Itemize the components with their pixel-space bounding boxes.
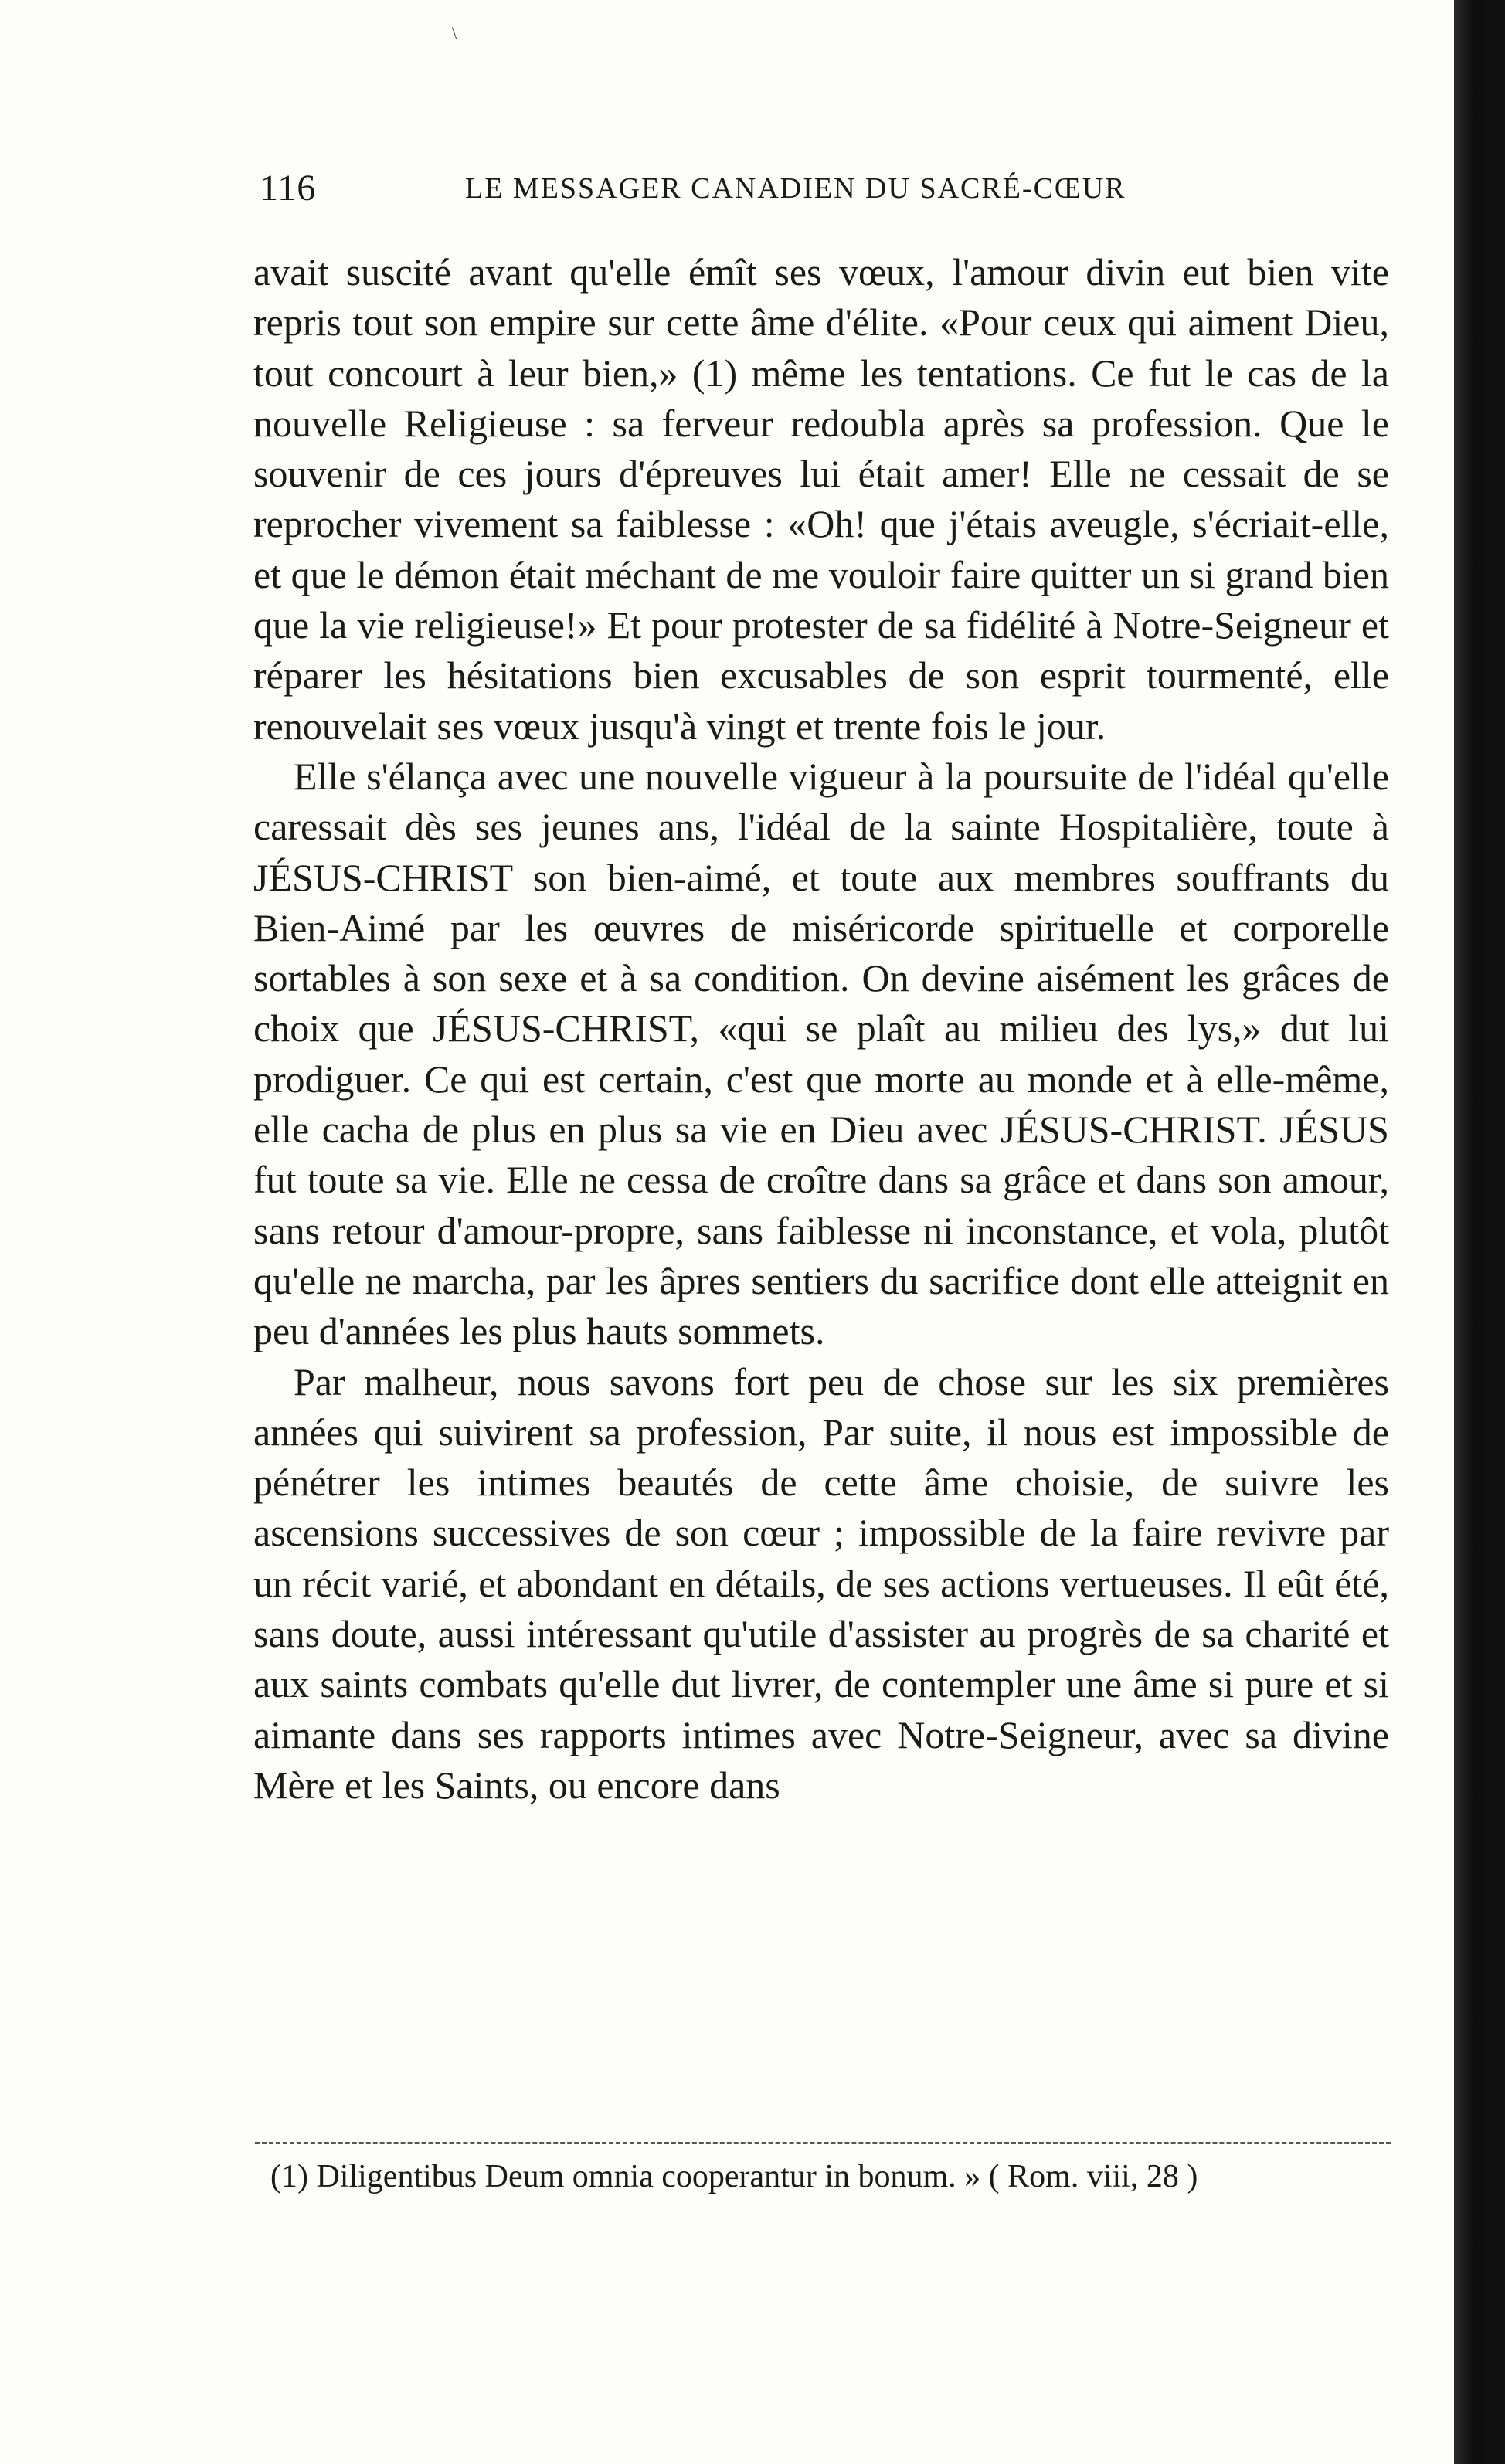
scan-speck: \ bbox=[452, 23, 457, 42]
journal-title: LE MESSAGER CANADIEN DU SACRÉ-CŒUR bbox=[465, 172, 1126, 205]
paragraph-3: Par malheur, nous savons fort peu de chose sur les six premières années qui suivirent sa profession, Par suite, il nous est impossible de pénétrer les intimes beautés de cette âme choisie, de suivre les ascensions successives de son cœur ; impossible de la faire revivre par un récit varié, et abondant en détails, de ses actions vertueuses. Il eût été, sans doute, aussi intéressant qu'utile d'assister au progrès de sa charité et aux saints combats qu'elle dut livrer, de contempler une âme si pure et si aimante dans ses rapports intimes avec Notre-Seigneur, avec sa divine Mère et les Saints, ou encore dans bbox=[253, 1359, 1389, 1807]
body-text bbox=[253, 247, 1389, 1811]
footnote: (1) Diligentibus Deum omnia cooperantur in bonum. » ( Rom. viii, 28 ) bbox=[270, 2159, 1198, 2194]
running-head bbox=[260, 167, 1395, 221]
page-number: 116 bbox=[260, 168, 317, 209]
paragraph-2: Elle s'élança avec une nouvelle vigueur à la poursuite de l'idéal qu'elle caressait dès ses jeunes ans, l'idéal de la sainte Hospitalière, toute à JÉSUS-CHRIST son bien-aimé, et toute aux membres souffrants du Bien-Aimé par les œuvres de miséricorde spirituelle et corporelle sortables à son sexe et à sa condition. On devine aisément les grâces de choix que JÉSUS-CHRIST, «qui se plaît au milieu des lys,» dut lui prodiguer. Ce qui est certain, c'est que morte au monde et à elle-même, elle cacha de plus en plus sa vie en Dieu avec JÉSUS-CHRIST. JÉSUS fut toute sa vie. Elle ne cessa de croître dans sa grâce et dans son amour, sans retour d'amour-propre, sans faiblesse ni inconstance, et vola, plutôt qu'elle ne marcha, par les âpres sentiers du sacrifice dont elle atteignit en peu d'années les plus hauts sommets. bbox=[253, 754, 1389, 1353]
footnote-rule bbox=[255, 2142, 1391, 2144]
paragraph-1: avait suscité avant qu'elle émît ses vœux, l'amour divin eut bien vite repris tout son empire sur cette âme d'élite. «Pour ceux qui aiment Dieu, tout concourt à leur bien,» (1) même les tentations. Ce fut le cas de la nouvelle Religieuse : sa ferveur redoubla après sa profession. Que le souvenir de ces jours d'épreuves lui était amer! Elle ne cessait de se reprocher vivement sa faiblesse : «Oh! que j'étais aveugle, s'écriait-elle, et que le démon était méchant de me vouloir faire quitter un si grand bien que la vie religieuse!» Et pour protester de sa fidélité à Notre-Seigneur et réparer les hésitations bien excusables de son esprit tourmenté, elle renouvelait ses vœux jusqu'à vingt et trente fois le jour. bbox=[253, 250, 1389, 748]
binding-edge bbox=[1454, 0, 1505, 2464]
